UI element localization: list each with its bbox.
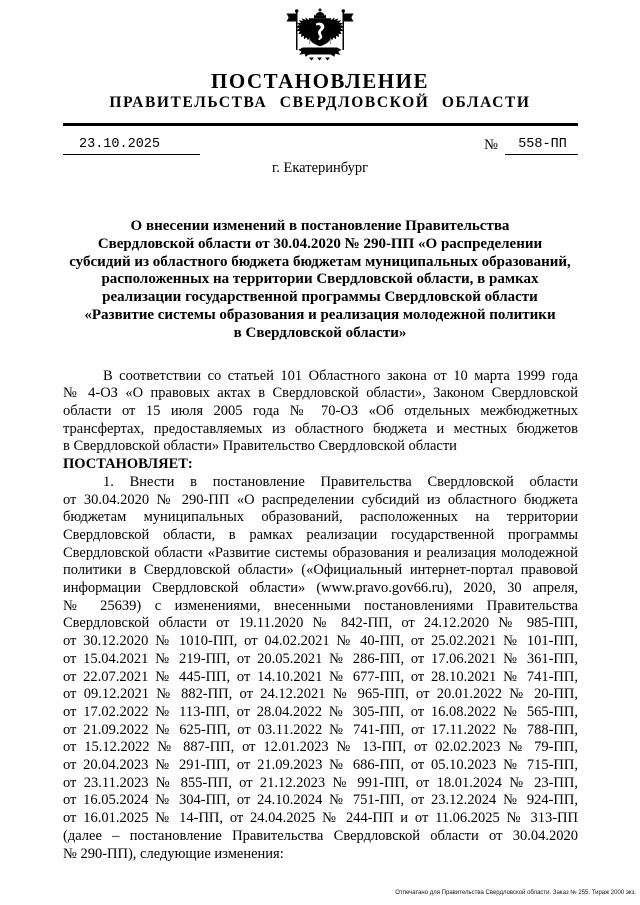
- document-date: 23.10.2025: [63, 137, 200, 155]
- document-meta-row: [63, 135, 578, 155]
- title-line: «Развитие системы образования и реализация молодежной политики: [84, 306, 556, 323]
- preamble-paragraph: В соответствии со статьей 101 Областного закона от 10 марта 1999 года № 4-ОЗ «О правовых актах в Свердловской области», Законом Свердловской области от 15 июля 2005 года № 70-ОЗ «Об отдельных межбюджетных трансфертах, предоставляемых из областного бюджета и местных бюджетов в Свердловской области» Правительство Свердловской области: [63, 367, 578, 455]
- issuing-authority: ПРАВИТЕЛЬСТВА СВЕРДЛОВСКОЙ ОБЛАСТИ: [109, 94, 531, 111]
- title-line: в Свердловской области»: [233, 324, 407, 341]
- print-shop-imprint: Отпечатано для Правительства Свердловской области. Заказ № 255. Тираж 2000 экз.: [395, 890, 636, 896]
- document-number: 558-ПП: [505, 137, 578, 155]
- letterhead-divider: [63, 123, 578, 126]
- document-type-title: ПОСТАНОВЛЕНИЕ: [211, 69, 429, 93]
- place-of-issue: г. Екатеринбург: [271, 160, 369, 176]
- amendments-paragraph: 1. Внести в постановление Правительства Свердловской области от 30.04.2020 № 290-ПП «О распределении субсидий из областного бюджета бюджетам муниципальных образований, расположенных на территории Свердловской области, в рамках реализации государственной программы Свердловской области «Развитие системы образования и реализация молодежной политики в Свердловской области» («Официальный интернет-портал правовой информации Свердловской области» (www.pravo.gov66.ru), 2020, 30 апреля, № 25639) с изменениями, внесенными постановлениями Правительства Свердловской области от 19.11.2020 № 842-ПП, от 24.12.2020 № 985-ПП, от 30.12.2020 № 1010-ПП, от 04.02.2021 № 40-ПП, от 25.02.2021 № 101-ПП, от 15.04.2021 № 219-ПП, от 20.05.2021 № 286-ПП, от 17.06.2021 № 361-ПП, от 22.07.2021 № 445-ПП, от 14.10.2021 № 677-ПП, от 28.10.2021 № 741-ПП, от 09.12.2021 № 882-ПП, от 24.12.2021 № 965-ПП, от 20.01.2022 № 20-ПП, от 17.02.2022 № 113-ПП, от 28.04.2022 № 305-ПП, от 16.08.2022 № 565-ПП, от 21.09.2022 № 625-ПП, от 03.11.2022 № 741-ПП, от 17.11.2022 № 788-ПП, от 15.12.2022 № 887-ПП, от 12.01.2023 № 13-ПП, от 02.02.2023 № 79-ПП, от 20.04.2023 № 291-ПП, от 21.09.2023 № 686-ПП, от 05.10.2023 № 715-ПП, от 23.11.2023 № 855-ПП, от 21.12.2023 № 991-ПП, от 18.01.2024 № 23-ПП, от 16.05.2024 № 304-ПП, от 24.10.2024 № 751-ПП, от 23.12.2024 № 924-ПП, от 16.01.2025 № 14-ПП, от 24.04.2025 № 244-ПП и от 11.06.2025 № 313-ПП (далее – постановление Правительства Свердловской области от 30.04.2020 № 290-ПП), следующие изменения:: [63, 473, 578, 862]
- title-line: реализации государственной программы Свердловской области: [102, 289, 538, 306]
- document-number-group: [484, 137, 578, 155]
- letterhead: [0, 0, 640, 112]
- document-title: [40, 218, 600, 343]
- title-line: расположенных на территории Свердловской области, в рамках: [101, 271, 539, 288]
- document-body: [63, 368, 578, 864]
- number-sign: №: [484, 137, 498, 153]
- title-line: субсидий из областного бюджета бюджетам муниципальных образований,: [69, 253, 571, 270]
- resolves-label: ПОСТАНОВЛЯЕТ:: [63, 456, 193, 473]
- sverdlovsk-oblast-coat-of-arms-icon: [269, 8, 371, 64]
- title-line: Свердловской области от 30.04.2020 № 290-ПП «О распределении: [97, 235, 543, 252]
- title-line: О внесении изменений в постановление Правительства: [130, 218, 510, 234]
